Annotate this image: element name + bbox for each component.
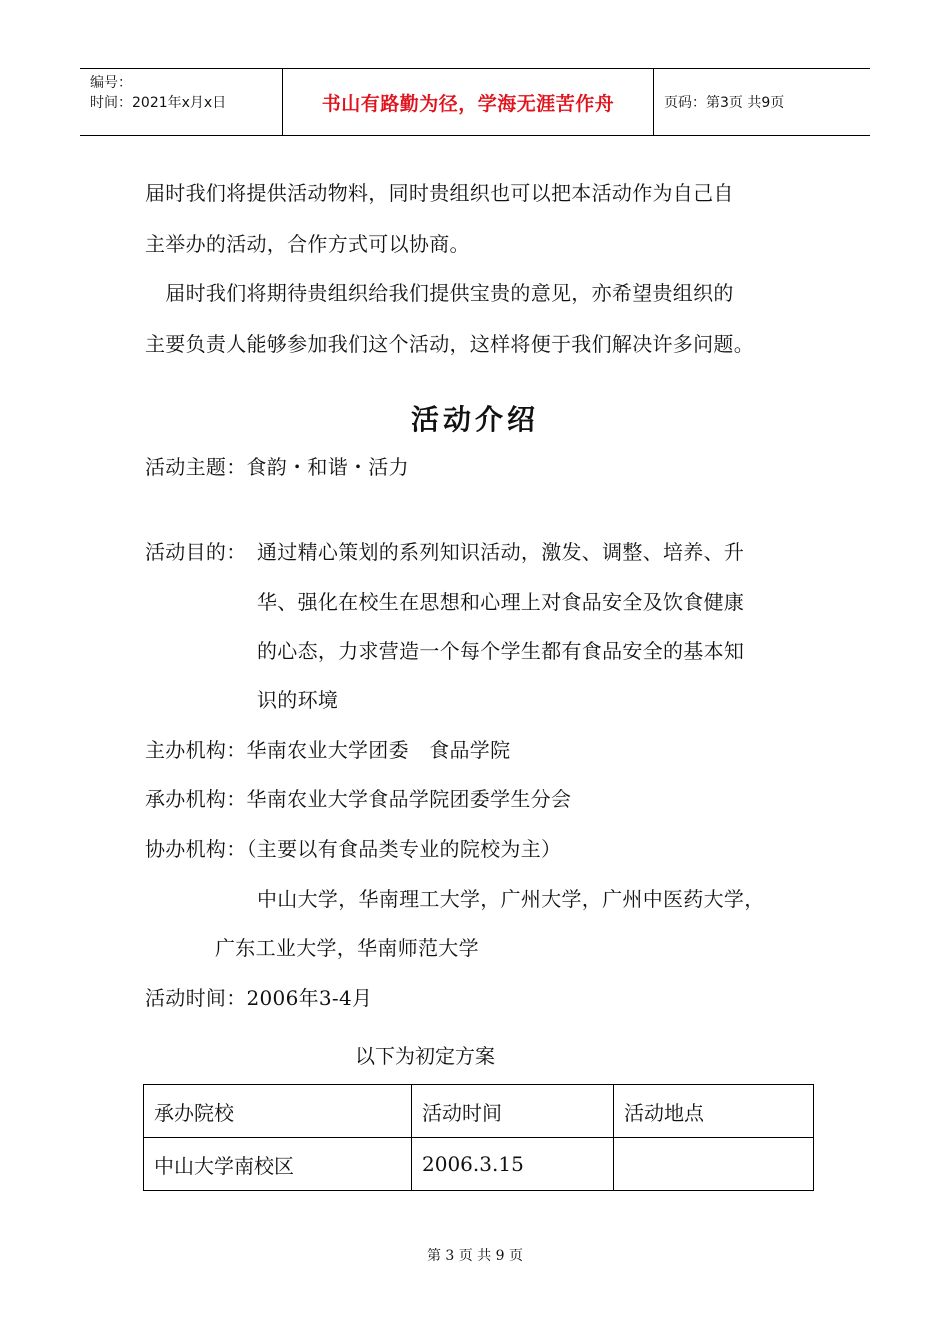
header-motto: 书山有路勤为径，学海无涯苦作舟 xyxy=(282,69,654,135)
text-line: 主举办的活动，合作方式可以协商。 xyxy=(145,232,470,256)
activity-time: 活动时间：2006年3-4月 xyxy=(145,986,373,1010)
plan-table xyxy=(143,1084,814,1191)
activity-host: 主办机构：华南农业大学团委 食品学院 xyxy=(145,738,511,762)
table-caption: 以下为初定方案 xyxy=(355,1044,495,1068)
activity-goal-line: 识的环境 xyxy=(257,688,339,712)
table-header-cell: 活动地点 xyxy=(614,1085,814,1138)
table-header-cell: 承办院校 xyxy=(144,1085,412,1138)
activity-organizer: 承办机构：华南农业大学食品学院团委学生分会 xyxy=(145,787,572,811)
table-row xyxy=(144,1138,814,1191)
text-line: 主要负责人能够参加我们这个活动，这样将便于我们解决许多问题。 xyxy=(145,332,754,356)
activity-goal-line: 通过精心策划的系列知识活动，激发、调整、培养、升 xyxy=(257,540,745,564)
activity-co-organizer-label: 协办机构：（主要以有食品类专业的院校为主） xyxy=(145,837,562,861)
table-header-row xyxy=(144,1085,814,1138)
table-cell xyxy=(614,1138,814,1191)
table-header-cell: 活动时间 xyxy=(412,1085,614,1138)
intro-paragraph-2 xyxy=(145,268,815,370)
table-cell: 2006.3.15 xyxy=(412,1138,614,1191)
intro-paragraph-1 xyxy=(145,168,815,270)
page-footer: 第 3 页 共 9 页 xyxy=(426,1248,524,1264)
text-line: 届时我们将提供活动物料，同时贵组织也可以把本活动作为自己自 xyxy=(145,181,734,205)
header-meta xyxy=(80,69,282,135)
activity-co-organizer-line: 广东工业大学，华南师范大学 xyxy=(215,936,479,960)
activity-co-organizer-line: 中山大学，华南理工大学，广州大学，广州中医药大学， xyxy=(257,887,765,911)
header-time: 时间：2021年x月x日 xyxy=(90,95,227,111)
section-title: 活动介绍 xyxy=(410,403,539,436)
header-page-number: 页码：第3页 共9页 xyxy=(664,95,785,111)
text-line: 届时我们将期待贵组织给我们提供宝贵的意见，亦希望贵组织的 xyxy=(145,281,734,305)
activity-goal-label: 活动目的： xyxy=(145,540,247,564)
activity-goal-line: 的心态，力求营造一个每个学生都有食品安全的基本知 xyxy=(257,639,745,663)
page-header xyxy=(80,68,870,136)
header-number: 编号： xyxy=(90,75,132,91)
activity-goal-line: 华、强化在校生在思想和心理上对食品安全及饮食健康 xyxy=(257,590,745,614)
table-cell: 中山大学南校区 xyxy=(144,1138,412,1191)
activity-theme: 活动主题：食韵・和谐・活力 xyxy=(145,455,409,479)
